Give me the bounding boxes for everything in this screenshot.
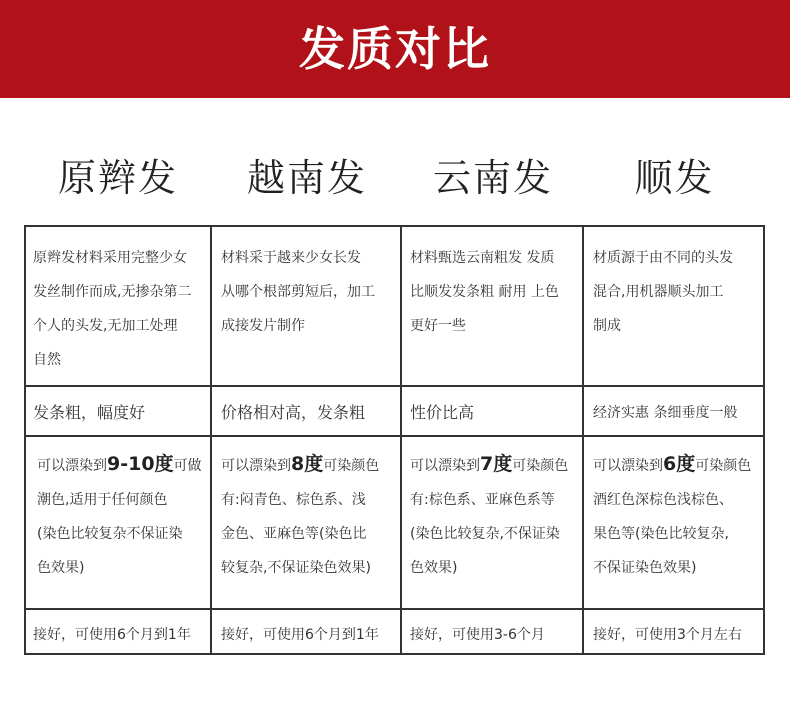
column-heading-yunnan: 云南发 [432,156,553,200]
column-divider [400,225,402,655]
row-divider [24,385,765,387]
material-cell: 材料采于越来少女长发 从哪个根部剪短后，加工 成接发片制作 [221,250,375,334]
lifespan-cell: 接好，可使用3个月左右 [593,627,742,643]
page-title: 发质对比 [299,22,491,76]
dye-degree: 6度 [663,453,696,475]
feature-cell: 发条粗，幅度好 [33,403,146,422]
lifespan-cell: 接好，可使用6个月到1年 [221,627,379,643]
dye-degree: 7度 [480,453,513,475]
lifespan-cell: 接好，可使用3-6个月 [410,627,545,643]
dye-cell: 可以漂染到9-10度可做 潮色,适用于任何颜色 (染色比较复杂不保证染 色效果) [37,453,202,576]
column-heading-vietnam: 越南发 [246,156,367,200]
feature-cell: 经济实惠 条细垂度一般 [593,405,738,421]
row-divider [24,435,765,437]
dye-cell: 可以漂染到7度可染颜色 有:棕色系、亚麻色系等 (染色比较复杂,不保证染 色效果) [410,453,569,576]
material-cell: 材质源于由不同的头发 混合,用机器顺头加工 制成 [593,250,733,334]
feature-cell: 性价比高 [410,403,475,422]
dye-degree: 8度 [291,453,324,475]
column-heading-original-braid: 原辫发 [57,156,178,200]
feature-cell: 价格相对高，发条粗 [221,403,366,422]
column-divider [582,225,584,655]
row-divider [24,608,765,610]
dye-cell: 可以漂染到6度可染颜色 酒红色深棕色浅棕色、 果色等(染色比较复杂, 不保证染色效果) [593,453,752,576]
column-heading-shun: 顺发 [634,156,715,200]
dye-cell: 可以漂染到8度可染颜色 有:闷青色、棕色系、浅 金色、亚麻色等(染色比 较复杂,不保证染色效果) [221,453,380,576]
material-cell: 材料甄选云南粗发 发质 比顺发发条粗 耐用 上色 更好一些 [410,250,559,334]
material-cell: 原辫发材料采用完整少女 发丝制作而成,无掺杂第二 个人的头发,无加工处理 自然 [33,250,192,368]
dye-degree: 9-10度 [107,453,174,475]
lifespan-cell: 接好，可使用6个月到1年 [33,627,191,643]
